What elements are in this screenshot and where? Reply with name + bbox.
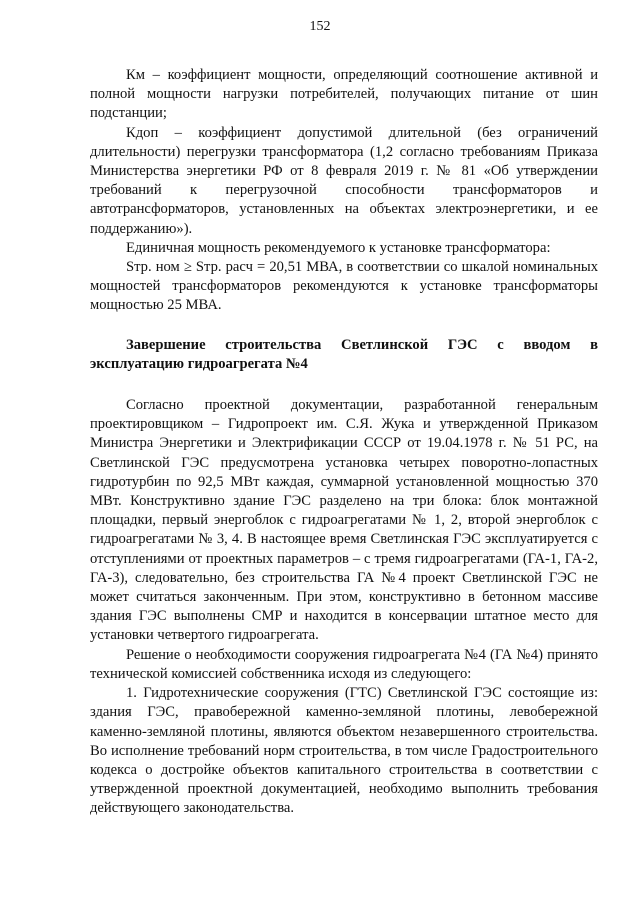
document-body (90, 66, 598, 819)
paragraph-project: Согласно проектной документации, разработанной генеральным проектировщиком – Гидропроект им. С.Я. Жука и утвержденной Приказом Министра Энергетики и Электрификации СССР от 19.04.1978 г. № 51 РС, на Светлинской ГЭС предусмотрена установка четырех поворотно-лопастных гидротурбин по 92,5 МВт каждая, суммарной установленной мощностью 370 МВт. Конструктивно здание ГЭС разделено на три блока: блок монтажной площадки, первый энергоблок с гидроагрегатами № 1, 2, второй энергоблок с гидроагрегатами № 3, 4. В настоящее время Светлинская ГЭС эксплуатируется с отступлениями от проектных параметров – с тремя гидроагрегатами (ГА-1, ГА-2, ГА-3), следовательно, без строительства ГА №4 проект Светлинской ГЭС не может считаться законченным. При этом, конструктивно в бетонном массиве здания ГЭС выполнены СМР и находится в консервации штатное место для установки четвертого гидроагрегата. (90, 397, 598, 644)
paragraph-item-1: 1. Гидротехнические сооружения (ГТС) Светлинской ГЭС состоящие из: здания ГЭС, правобережной каменно-земляной плотины, левобережной каменно-земляной плотины, являются объектом незавершенного строительства. Во исполнение требований норм строительства, в том числе Градостроительного кодекса о достройке объектов капитального строительства в соответствии с утвержденной проектной документацией, необходимо выполнить требования действующего законодательства. (90, 685, 598, 817)
section-heading-line2: эксплуатацию гидроагрегата №4 (90, 355, 308, 372)
section-heading (90, 336, 598, 374)
paragraph-km: Км – коэффициент мощности, определяющий соотношение активной и полной мощности нагрузки потребителей, получающих питание от шин подстанции; (90, 67, 598, 122)
page-number: 152 (309, 19, 331, 34)
paragraph-unit-power: Единичная мощность рекомендуемого к установке трансформатора: (126, 239, 551, 256)
paragraph-formula: Sтр. ном ≥ Sтр. расч = 20,51 МВА, в соответствии со шкалой номинальных мощностей трансформаторов рекомендуются к установке трансформаторы мощностью 25 МВА. (90, 259, 598, 314)
paragraph-kdop: Кдоп – коэффициент допустимой длительной (без ограничений длительности) перегрузки трансформатора (1,2 согласно требованиям Приказа Министерства энергетики РФ от 8 февраля 2019 г. № 81 «Об утверждении требований к перегрузочной способности трансформаторов и автотрансформаторов, установленных на объектах электроэнергетики, и ее поддержанию»). (90, 124, 598, 237)
paragraph-decision: Решение о необходимости сооружения гидроагрегата №4 (ГА №4) принято технической комиссией собственника исходя из следующего: (90, 646, 598, 682)
section-heading-line1: Завершение строительства Светлинской ГЭС с вводом в (126, 336, 598, 353)
